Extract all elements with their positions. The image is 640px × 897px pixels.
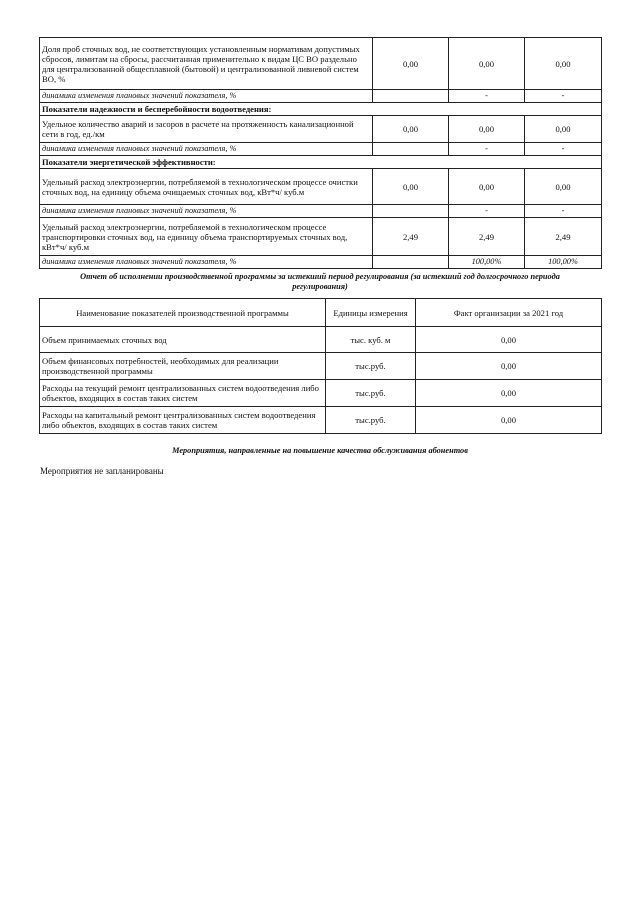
section-header-row — [40, 103, 602, 116]
unit-cell: тыс. куб. м — [326, 327, 416, 353]
dynamics-label: динамика изменения плановых значений показателя, % — [40, 90, 373, 103]
dynamics-label: динамика изменения плановых значений показателя, % — [40, 256, 373, 269]
fact-cell: 0,00 — [416, 353, 602, 380]
fact-cell: 0,00 — [416, 407, 602, 434]
value-cell: - — [449, 143, 525, 156]
indicator-label: Удельный расход электроэнергии, потребляемой в технологическом процессе очистки сточных вод, на единицу объема очищаемых сточных вод, кВт*ч/ куб.м — [40, 169, 373, 205]
report-caption: Отчет об исполнении производственной программы за истекший период регулирования (за истекший год долгосрочного периода регулирования) — [80, 272, 560, 291]
value-cell: - — [525, 143, 602, 156]
unit-cell: тыс.руб. — [326, 407, 416, 434]
value-cell: - — [525, 205, 602, 218]
row-name: Расходы на капитальный ремонт централизованных систем водоотведения либо объектов, входящих в состав таких систем — [40, 407, 326, 434]
row-name: Объем финансовых потребностей, необходимых для реализации производственной программы — [40, 353, 326, 380]
indicator-label: Доля проб сточных вод, не соответствующих установленным нормативам допустимых сбросов, лимитам на сбросы, рассчитанная применительно к видам ЦС ВО раздельно для централизованной общесплавной (бытовой) и централизованной ливневой систем ВО, % — [40, 38, 373, 90]
section-header: Показатели надежности и бесперебойности водоотведения: — [40, 103, 602, 116]
indicator-label: Удельное количество аварий и засоров в расчете на протяженность канализационной сети в год, ед./км — [40, 116, 373, 143]
value-cell: 2,49 — [373, 218, 449, 256]
column-header: Единицы измерения — [326, 299, 416, 327]
value-cell — [373, 143, 449, 156]
value-cell — [373, 256, 449, 269]
dynamics-label: динамика изменения плановых значений показателя, % — [40, 143, 373, 156]
report-table — [39, 298, 602, 434]
value-cell: 0,00 — [449, 169, 525, 205]
table-row — [40, 90, 602, 103]
dynamics-label: динамика изменения плановых значений показателя, % — [40, 205, 373, 218]
row-name: Расходы на текущий ремонт централизованных систем водоотведения либо объектов, входящих в состав таких систем — [40, 380, 326, 407]
value-cell: - — [449, 90, 525, 103]
section-header-row — [40, 156, 602, 169]
value-cell: - — [525, 90, 602, 103]
table-row — [40, 205, 602, 218]
table-row — [40, 116, 602, 143]
value-cell — [373, 90, 449, 103]
value-cell: 0,00 — [525, 116, 602, 143]
table-row — [40, 327, 602, 353]
value-cell: 2,49 — [449, 218, 525, 256]
value-cell: 100,00% — [449, 256, 525, 269]
measures-text: Мероприятия не запланированы — [40, 466, 164, 476]
row-name: Объем принимаемых сточных вод — [40, 327, 326, 353]
value-cell: 100,00% — [525, 256, 602, 269]
value-cell: 0,00 — [373, 169, 449, 205]
table-row — [40, 143, 602, 156]
header-row — [40, 299, 602, 327]
indicators-table — [39, 37, 602, 269]
unit-cell: тыс.руб. — [326, 353, 416, 380]
value-cell: - — [449, 205, 525, 218]
fact-cell: 0,00 — [416, 380, 602, 407]
value-cell: 2,49 — [525, 218, 602, 256]
value-cell — [373, 205, 449, 218]
value-cell: 0,00 — [373, 38, 449, 90]
value-cell: 0,00 — [525, 169, 602, 205]
table-row — [40, 380, 602, 407]
value-cell: 0,00 — [449, 38, 525, 90]
table-row — [40, 169, 602, 205]
fact-cell: 0,00 — [416, 327, 602, 353]
table-row — [40, 407, 602, 434]
column-header: Наименование показателей производственной программы — [40, 299, 326, 327]
section-header: Показатели энергетической эффективности: — [40, 156, 602, 169]
value-cell: 0,00 — [373, 116, 449, 143]
value-cell: 0,00 — [525, 38, 602, 90]
column-header: Факт организации за 2021 год — [416, 299, 602, 327]
measures-title: Мероприятия, направленные на повышение качества обслуживания абонентов — [172, 446, 468, 455]
table-row — [40, 256, 602, 269]
table-row — [40, 218, 602, 256]
table-row — [40, 353, 602, 380]
unit-cell: тыс.руб. — [326, 380, 416, 407]
value-cell: 0,00 — [449, 116, 525, 143]
indicator-label: Удельный расход электроэнергии, потребляемой в технологическом процессе транспортировки сточных вод, на единицу объема транспортируемых сточных вод, кВт*ч/ куб.м — [40, 218, 373, 256]
table-row — [40, 38, 602, 90]
